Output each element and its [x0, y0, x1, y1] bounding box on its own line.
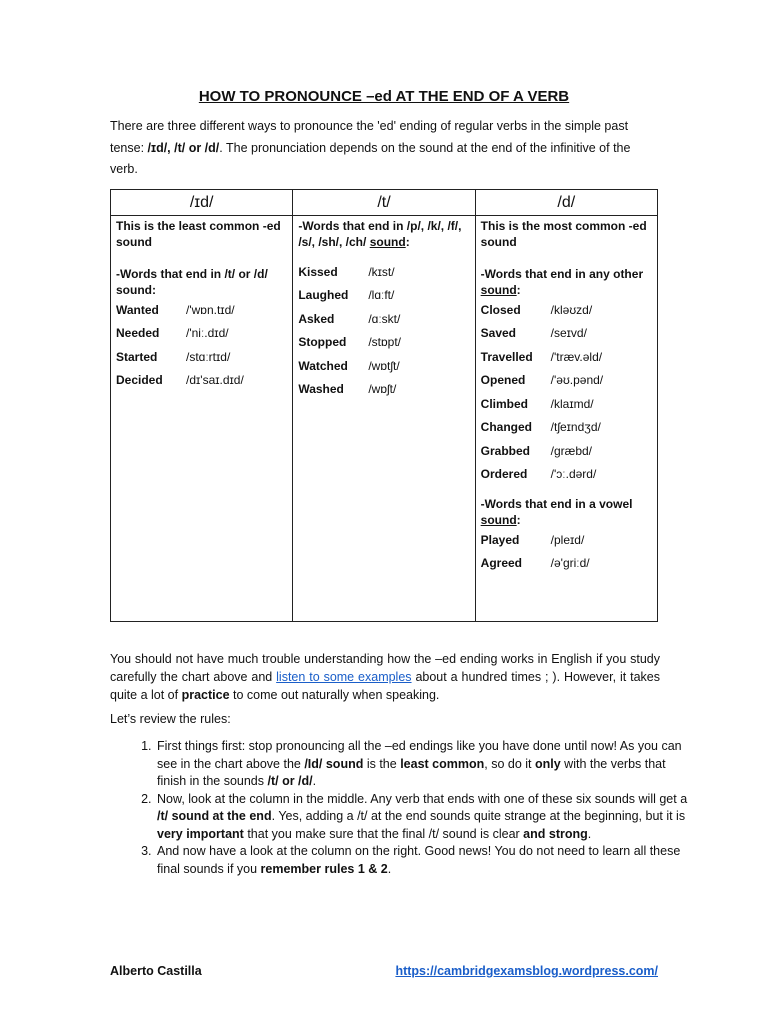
col3-words: [481, 298, 652, 486]
rule-3: 3. And now have a look at the column on the right. Good news! You do not need to learn all these final sounds if you remember rules 1 & 2.: [155, 843, 690, 878]
col1-rule: -Words that end in /t/ or /d/ sound:: [116, 267, 268, 297]
header-d: /d/: [475, 190, 657, 216]
word-row: Wanted /'wɒn.tɪd/: [116, 302, 235, 317]
header-t: /t/: [293, 190, 475, 216]
summary-paragraph: You should not have much trouble understanding how the –ed ending works in English if you study carefully the chart above and listen to some examples about a hundred times ; ). However, it takes quite a lot of practice to come out naturally when speaking.: [110, 652, 660, 702]
word-row: Stopped /stɒpt/: [298, 335, 402, 350]
page-title: HOW TO PRONOUNCE –ed AT THE END OF A VERB: [198, 88, 570, 105]
word-row: Needed /'niː.dɪd/: [116, 326, 229, 341]
word-row: Laughed /lɑːft/: [298, 288, 395, 303]
column-id: [111, 216, 293, 622]
col3-rule: -Words that end in any other sound:: [480, 267, 644, 297]
column-d: [475, 216, 657, 622]
word-row: Grabbed /græbd/: [480, 443, 593, 458]
header-id: /ɪd/: [111, 190, 293, 216]
col2-rule: -Words that end in /p/, /k/, /f/, /s/, /sh/, /ch/ sound:: [298, 219, 462, 249]
word-row: Opened /'əʊ.pənd/: [480, 373, 604, 388]
word-row: Watched /wɒtʃt/: [298, 358, 400, 373]
word-row: Agreed /ə'griːd/: [480, 556, 590, 571]
col3-description: This is the most common -ed sound: [480, 219, 647, 249]
word-row: Closed /kləʊzd/: [480, 302, 593, 317]
col2-words: [298, 260, 469, 401]
word-row: Started /stɑːrtɪd/: [116, 349, 231, 364]
word-row: Changed /tʃeɪndʒd/: [480, 420, 601, 435]
rule-1: 1. First things first: stop pronouncing all the –ed endings like you have done until now! As you can see in the chart above the /Id/ sound is the least common, so do it only with the verbs that finish in the sounds /t/ or /d/.: [155, 738, 690, 791]
rules-list: [110, 738, 690, 878]
word-row: Ordered /'ɔː.dərd/: [480, 467, 597, 482]
col1-words: [116, 298, 287, 392]
rule-2: 2. Now, look at the column in the middle. Any verb that ends with one of these six sounds will get a /t/ sound at the end. Yes, adding a /t/ at the end sounds quite strange at the beginning, but it is very important that you make sure that the final /t/ sound is clear and strong.: [155, 791, 690, 844]
column-t: [293, 216, 475, 622]
footer-url-link[interactable]: https://cambridgexamsblog.wordpress.com/: [395, 964, 658, 978]
listen-examples-link[interactable]: listen to some examples: [276, 670, 412, 684]
word-row: Played /pleɪd/: [480, 532, 585, 547]
col3-vowel-rule: -Words that end in a vowel sound:: [480, 497, 633, 527]
col1-description: This is the least common -ed sound: [116, 219, 281, 249]
word-row: Washed /wɒʃt/: [298, 382, 397, 397]
word-row: Climbed /klaɪmd/: [480, 396, 594, 411]
intro-paragraph: There are three different ways to pronounce the 'ed' ending of regular verbs in the simple past tense: /ɪd/, /t/ or /d/. The pronunciation depends on the sound at the end of the infinitive of the verb.: [110, 119, 631, 176]
review-heading: Let’s review the rules:: [110, 712, 231, 726]
word-row: Kissed /kɪst/: [298, 264, 395, 279]
pronunciation-chart: [110, 189, 658, 622]
word-row: Saved /seɪvd/: [480, 326, 587, 341]
word-row: Decided /dɪ'saɪ.dɪd/: [116, 373, 244, 388]
word-row: Travelled /'træv.əld/: [480, 349, 603, 364]
footer-author: Alberto Castilla: [110, 964, 202, 978]
word-row: Asked /ɑːskt/: [298, 311, 401, 326]
col3-vowel-words: [481, 528, 652, 575]
